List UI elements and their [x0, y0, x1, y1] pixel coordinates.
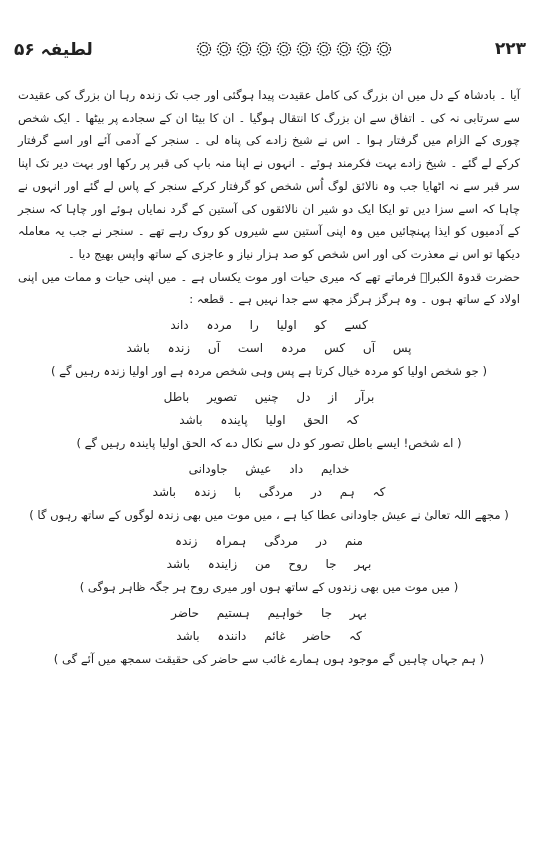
verse-translation: ( مجھے اللہ تعالیٰ نے عیش جاودانی عطا کیا ہے ، میں موت میں بھی زندہ لوگوں کے ساتھ رہوں گا ) — [29, 508, 509, 523]
ring-ornament-icon — [255, 40, 273, 58]
verse-translation: ( اے شخص! ایسے باطل تصور کو دل سے نکال دے کہ الحق اولیا پایندہ رہیں گے ) — [76, 436, 462, 451]
ring-ornament-icon — [215, 40, 233, 58]
verse-line: بہر جا خواہیم ہستیم حاضر — [171, 606, 367, 621]
page-number: ۲۲۳ — [494, 39, 526, 59]
page-body — [18, 84, 520, 671]
verse-block-3 — [18, 458, 520, 527]
header-ornament — [195, 40, 393, 58]
verse-line: کہ الحق اولیا پایندہ باشد — [179, 413, 359, 428]
page-header — [14, 36, 526, 62]
verse-block-4 — [18, 530, 520, 599]
verse-line: کسے کو اولیا را مردہ داند — [170, 318, 368, 333]
verse-translation: ( جو شخص اولیا کو مردہ خیال کرتا ہے پس وہی شخص مردہ ہے اور اولیا زندہ رہیں گے ) — [50, 364, 488, 379]
verse-block-1 — [18, 314, 520, 383]
verse-translation: ( میں موت میں بھی زندوں کے ساتھ ہوں اور میری روح ہر جگہ ظاہر ہوگی ) — [79, 580, 459, 595]
verse-block-5 — [18, 602, 520, 671]
verse-line: برآر از دل چنیں تصویر باطل — [163, 390, 375, 405]
ring-ornament-icon — [375, 40, 393, 58]
paragraph-story: آیا ۔ بادشاہ کے دل میں ان بزرگ کی کامل عقیدت پیدا ہوگئی اور جب تک زندہ رہا ان بزرگ کی عقیدت سے سرتابی نہ کی ۔ اتفاق سے ان بزرگ کا انتقال ہوگیا ۔ ان کا بیٹا ان کے سجادے پر بیٹھا ۔ ایک شخص چوری کے الزام میں گرفتار ہوا ۔ اس نے شیخ زادے کی پناہ لی ۔ سنجر کے آدمی آئے اور اسے گرفتار کرکے لے گئے ۔ شیخ زادے بہت فکرمند ہوئے ۔ انہوں نے اپنا منہ باپ کی قبر پر رکھا اور بہت دیر تک اپنا سر قبر سے نہ اٹھایا جب وہ نالائق لوگ اُس شخص کو گرفتار کرکے سنجر کے پاس لے گئے اور انہوں نے چاہا کہ اسے سزا دیں تو ایکا ایک دو شیر ان نالائقوں کی آستین کے گرد نمایاں ہوئے اور چاہا کہ سنجر کے آدمیوں کو ایذا پہنچائیں میں وہ اپنی آستین سے شیروں کو روک رہے تھے ۔ سنجر نے جب یہ معاملہ دیکھا تو اس نے معذرت کی اور اس شخص کو صد ہزار نیاز و عاجزی کے ساتھ واپس بھیج دیا ۔ — [18, 88, 520, 261]
verse-translation: ( ہم جہاں چاہیں گے موجود ہوں ہمارے غائب سے حاضر کی حقیقت سمجھ میں آئے گی ) — [53, 652, 485, 667]
verse-block-2 — [18, 386, 520, 455]
ring-ornament-icon — [315, 40, 333, 58]
verse-line: کہ حاضر غائم دانندہ باشد — [176, 629, 362, 644]
chapter-title: لطیفہ ۵۶ — [14, 39, 93, 60]
verse-line: پس آں کس مردہ است آں زندہ باشد — [126, 341, 412, 356]
paragraph-intro: حضرت قدوۃ الکبراؒ فرماتے تھے کہ میری حیات اور موت یکساں ہے ۔ میں اپنی حیات و ممات میں اپنی اولاد کے ساتھ ہوں ۔ وہ ہرگز ہرگز مجھ سے جدا نہیں ہے ۔ قطعہ : — [18, 269, 520, 307]
ring-ornament-icon — [355, 40, 373, 58]
ring-ornament-icon — [275, 40, 293, 58]
verse-line: بہر جا روح من زایندہ باشد — [166, 557, 372, 572]
verse-line: منم در مردگی ہمراہ زندہ — [175, 534, 363, 549]
ring-ornament-icon — [235, 40, 253, 58]
ring-ornament-icon — [295, 40, 313, 58]
ring-ornament-icon — [195, 40, 213, 58]
verse-line: کہ ہم در مردگی با زندہ باشد — [152, 485, 386, 500]
ring-ornament-icon — [335, 40, 353, 58]
verse-line: خدایم داد عیش جاودانی — [188, 462, 350, 477]
